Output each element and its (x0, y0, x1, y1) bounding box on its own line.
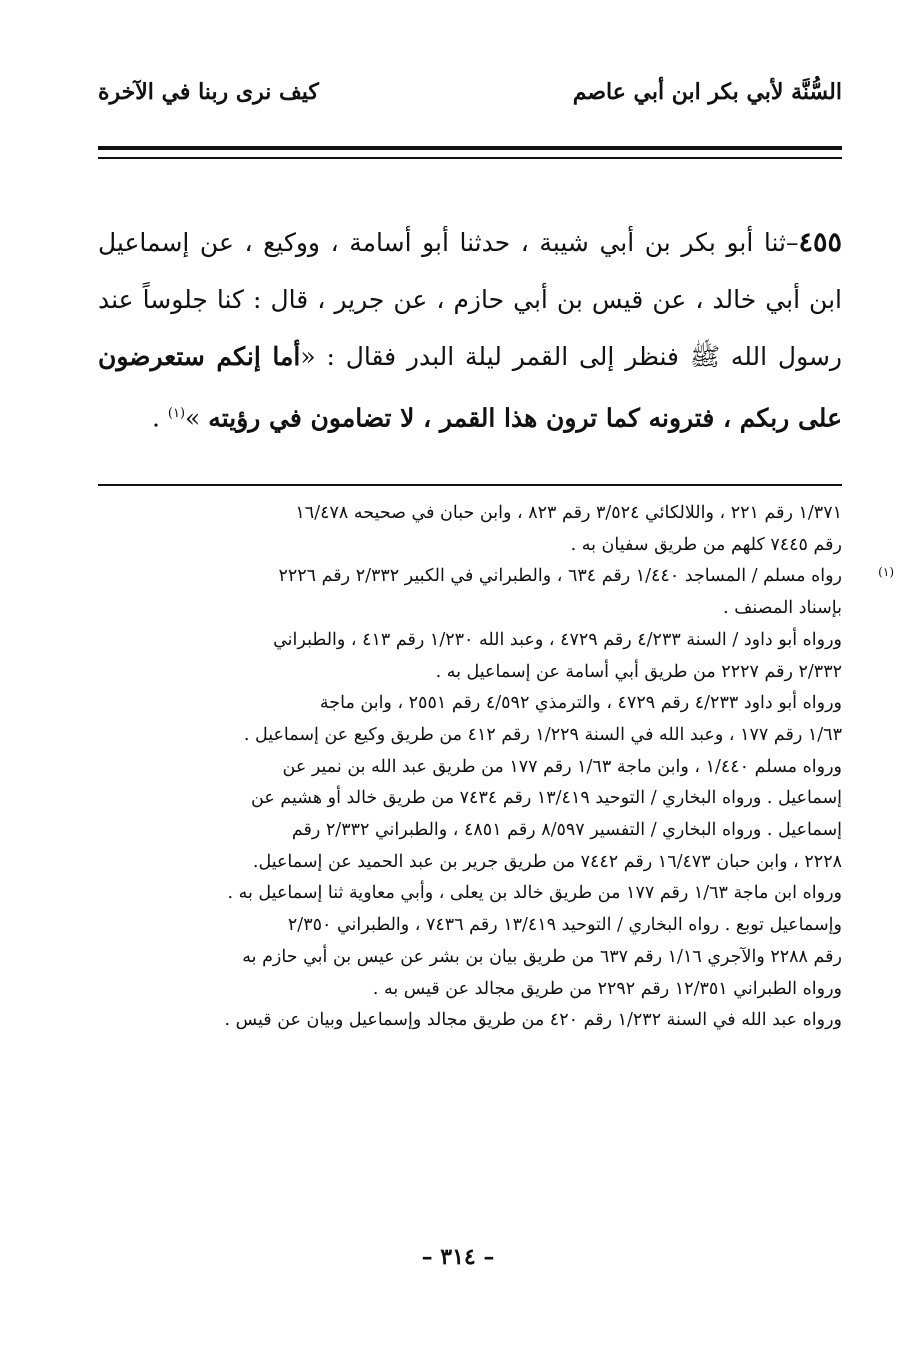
footnote-separator (98, 484, 842, 486)
footnote-line: ١/٦٣ رقم ١٧٧ ، وعبد الله في السنة ١/٢٢٩ رقم ٤١٢ من طريق وكيع عن إسماعيل . (243, 724, 842, 745)
running-header (98, 72, 842, 112)
book-title: السُّنَّة لأبي بكر ابن أبي عاصم (572, 79, 842, 105)
footnote-line: إسماعيل . ورواه البخاري / التفسير ٨/٥٩٧ رقم ٤٨٥١ ، والطبراني ٢/٣٣٢ رقم (291, 820, 842, 841)
page-number: – ٣١٤ – (421, 1244, 495, 1270)
hadith-quote-close: » (185, 403, 201, 433)
footnote-line: ٢/٣٣٢ رقم ٢٢٢٧ من طريق أبي أسامة عن إسماعيل به . (435, 661, 842, 682)
footnote-line: بإسناد المصنف . (723, 598, 842, 619)
footnote-line: رواه مسلم / المساجد ١/٤٤٠ رقم ٦٣٤ ، والطبراني في الكبير ٢/٣٣٢ رقم ٢٢٢٦ (278, 566, 842, 587)
footnote-continuation-line: ١/٣٧١ رقم ٢٢١ ، واللالكائي ٣/٥٢٤ رقم ٨٢٣ ، وابن حبان في صحيحه ١٦/٤٧٨ (295, 503, 842, 523)
footnote-line: ٢٢٢٨ ، وابن حبان ١٦/٤٧٣ رقم ٧٤٤٢ من طريق جرير بن عبد الحميد عن إسماعيل. (252, 851, 842, 872)
chapter-title: كيف نرى ربنا في الآخرة (98, 79, 319, 105)
footnote-reference: (١) (167, 406, 186, 421)
hadith-text (98, 214, 842, 446)
hadith-number: ٤٥٥ (798, 227, 842, 258)
hadith-chain: –ثنا أبو بكر بن أبي شيبة ، حدثنا أبو أسامة ، ووكيع ، عن إسماعيل ابن أبي خالد ، عن قيس بن أبي حازم ، عن جرير ، قال : كنا جلوساً عند رسول الله ﷺ فنظر إلى القمر ليلة البدر فقال : « (98, 228, 843, 371)
footnote-line: إسماعيل . ورواه البخاري / التوحيد ١٣/٤١٩ رقم ٧٤٣٤ من طريق خالد أو هشيم عن (251, 788, 842, 809)
footnote-line: ورواه ابن ماجة ١/٦٣ رقم ١٧٧ من طريق خالد بن يعلى ، وأبي معاوية ثنا إسماعيل به . (227, 883, 842, 904)
footnote-continuation-line: رقم ٧٤٤٥ كلهم من طريق سفيان به . (570, 534, 842, 555)
footnote-line: ورواه مسلم ١/٤٤٠ ، وابن ماجة ١/٦٣ رقم ١٧٧ من طريق عبد الله بن نمير عن (282, 756, 842, 777)
footnote-line: ورواه عبد الله في السنة ١/٢٣٢ رقم ٤٢٠ من طريق مجالد وإسماعيل وبيان عن قيس . (224, 1010, 842, 1031)
footnote-marker: (١) (878, 565, 894, 580)
header-rule-thin (98, 157, 842, 159)
hadith-quote: أما إنكم ستعرضون على ربكم ، فترونه كما ترون هذا القمر ، لا تضامون في رؤيته (98, 342, 842, 433)
footnote-line: ورواه أبو داود / السنة ٤/٢٣٣ رقم ٤٧٢٩ ، وعبد الله ١/٢٣٠ رقم ٤١٣ ، والطبراني (273, 629, 842, 650)
footnote-line: رقم ٢٢٨٨ والآجري ١/١٦ رقم ٦٣٧ من طريق بيان بن بشر عن عيس بن أبي حازم به (242, 946, 842, 967)
footnotes (98, 498, 894, 1037)
footnote-1 (98, 561, 894, 1037)
footnote-line: ورواه أبو داود ٤/٢٣٣ رقم ٤٧٢٩ ، والترمذي ٤/٥٩٢ رقم ٢٥٥١ ، وابن ماجة (319, 693, 842, 714)
footnote-line: وإسماعيل توبع . رواه البخاري / التوحيد ١٣/٤١٩ رقم ٧٤٣٦ ، والطبراني ٢/٣٥٠ (287, 915, 842, 936)
header-rule-thick (98, 146, 842, 150)
footnote-line: ورواه الطبراني ١٢/٣٥١ رقم ٢٢٩٢ من طريق مجالد عن قيس به . (372, 978, 842, 999)
hadith-end: . (152, 403, 168, 433)
